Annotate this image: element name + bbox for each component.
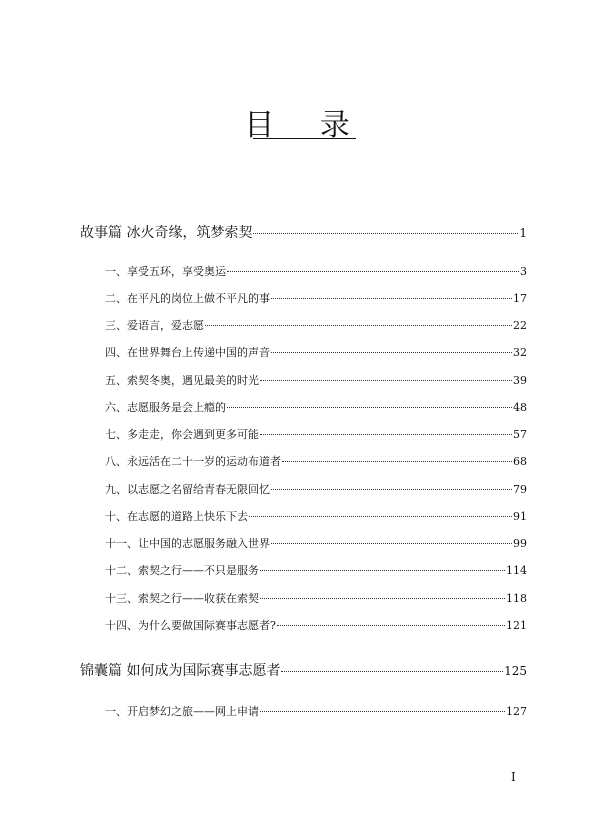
toc-entry[interactable] [105, 290, 527, 306]
leader-dots [271, 542, 512, 544]
toc-entry[interactable] [105, 481, 527, 497]
entry-label: 二、在平凡的岗位上做不平凡的事 [105, 292, 270, 305]
leader-dots [249, 515, 512, 517]
toc-section-2[interactable] [80, 660, 527, 680]
toc-section-1[interactable] [80, 222, 527, 242]
leader-dots [281, 670, 503, 672]
entry-label: 一、享受五环，享受奥运 [105, 265, 226, 278]
toc-entry[interactable] [105, 426, 527, 442]
toc-entry[interactable] [105, 617, 527, 633]
toc-entry[interactable] [105, 453, 527, 469]
leader-dots [260, 710, 505, 712]
entry-page-number: 39 [513, 374, 527, 387]
entry-label: 八、永远活在二十一岁的运动布道者 [105, 455, 281, 468]
section-label: 故事篇 冰火奇缘，筑梦索契 [80, 225, 253, 241]
entry-label: 七、多走走，你会遇到更多可能 [105, 428, 259, 441]
entry-label: 九、以志愿之名留给青春无限回忆 [105, 483, 270, 496]
leader-dots [260, 379, 512, 381]
entry-page-number: 68 [513, 455, 527, 468]
section-page-number: 1 [519, 226, 527, 240]
toc-entry[interactable] [105, 317, 527, 333]
leader-dots [277, 624, 505, 626]
entry-page-number: 99 [513, 537, 527, 550]
entry-page-number: 121 [506, 619, 527, 632]
toc-entry[interactable] [105, 344, 527, 360]
leader-dots [205, 324, 512, 326]
leader-dots [227, 406, 512, 408]
leader-dots [260, 569, 505, 571]
entry-page-number: 127 [506, 705, 527, 718]
entry-label: 十二、索契之行——不只是服务 [105, 564, 259, 577]
entry-label: 三、爱语言，爱志愿 [105, 319, 204, 332]
toc-entry[interactable] [105, 562, 527, 578]
toc-entry[interactable] [105, 372, 527, 388]
entry-page-number: 32 [513, 346, 527, 359]
page-number: I [511, 770, 516, 784]
toc-entry[interactable] [105, 508, 527, 524]
entry-page-number: 22 [513, 319, 527, 332]
toc-entry[interactable] [105, 263, 527, 279]
entry-label: 十一、让中国的志愿服务融入世界 [105, 537, 270, 550]
entry-page-number: 114 [506, 564, 527, 577]
leader-dots [271, 488, 512, 490]
toc-entry[interactable] [105, 590, 527, 606]
entry-page-number: 79 [513, 483, 527, 496]
entry-label: 十四、为什么要做国际赛事志愿者? [105, 619, 276, 632]
entry-page-number: 17 [513, 292, 527, 305]
entry-page-number: 57 [513, 428, 527, 441]
toc-entry[interactable] [105, 399, 527, 415]
entry-page-number: 3 [520, 265, 527, 278]
entry-label: 十、在志愿的道路上快乐下去 [105, 510, 248, 523]
entry-page-number: 91 [513, 510, 527, 523]
leader-dots [260, 433, 512, 435]
entry-label: 十三、索契之行——收获在索契 [105, 592, 259, 605]
leader-dots [253, 232, 518, 234]
section-label: 锦囊篇 如何成为国际赛事志愿者 [80, 663, 281, 679]
entry-page-number: 48 [513, 401, 527, 414]
entry-label: 四、在世界舞台上传递中国的声音 [105, 346, 270, 359]
leader-dots [260, 597, 505, 599]
entry-label: 六、志愿服务是会上瘾的 [105, 401, 226, 414]
entry-label: 一、开启梦幻之旅——网上申请 [105, 705, 259, 718]
entry-label: 五、索契冬奥，遇见最美的时光 [105, 374, 259, 387]
leader-dots [271, 297, 512, 299]
entry-page-number: 118 [506, 592, 527, 605]
leader-dots [271, 351, 512, 353]
section-page-number: 125 [504, 664, 527, 678]
page-title: 目 录 [244, 108, 368, 143]
leader-dots [227, 270, 519, 272]
toc-entry[interactable] [105, 703, 527, 719]
leader-dots [282, 460, 512, 462]
toc-entry[interactable] [105, 535, 527, 551]
